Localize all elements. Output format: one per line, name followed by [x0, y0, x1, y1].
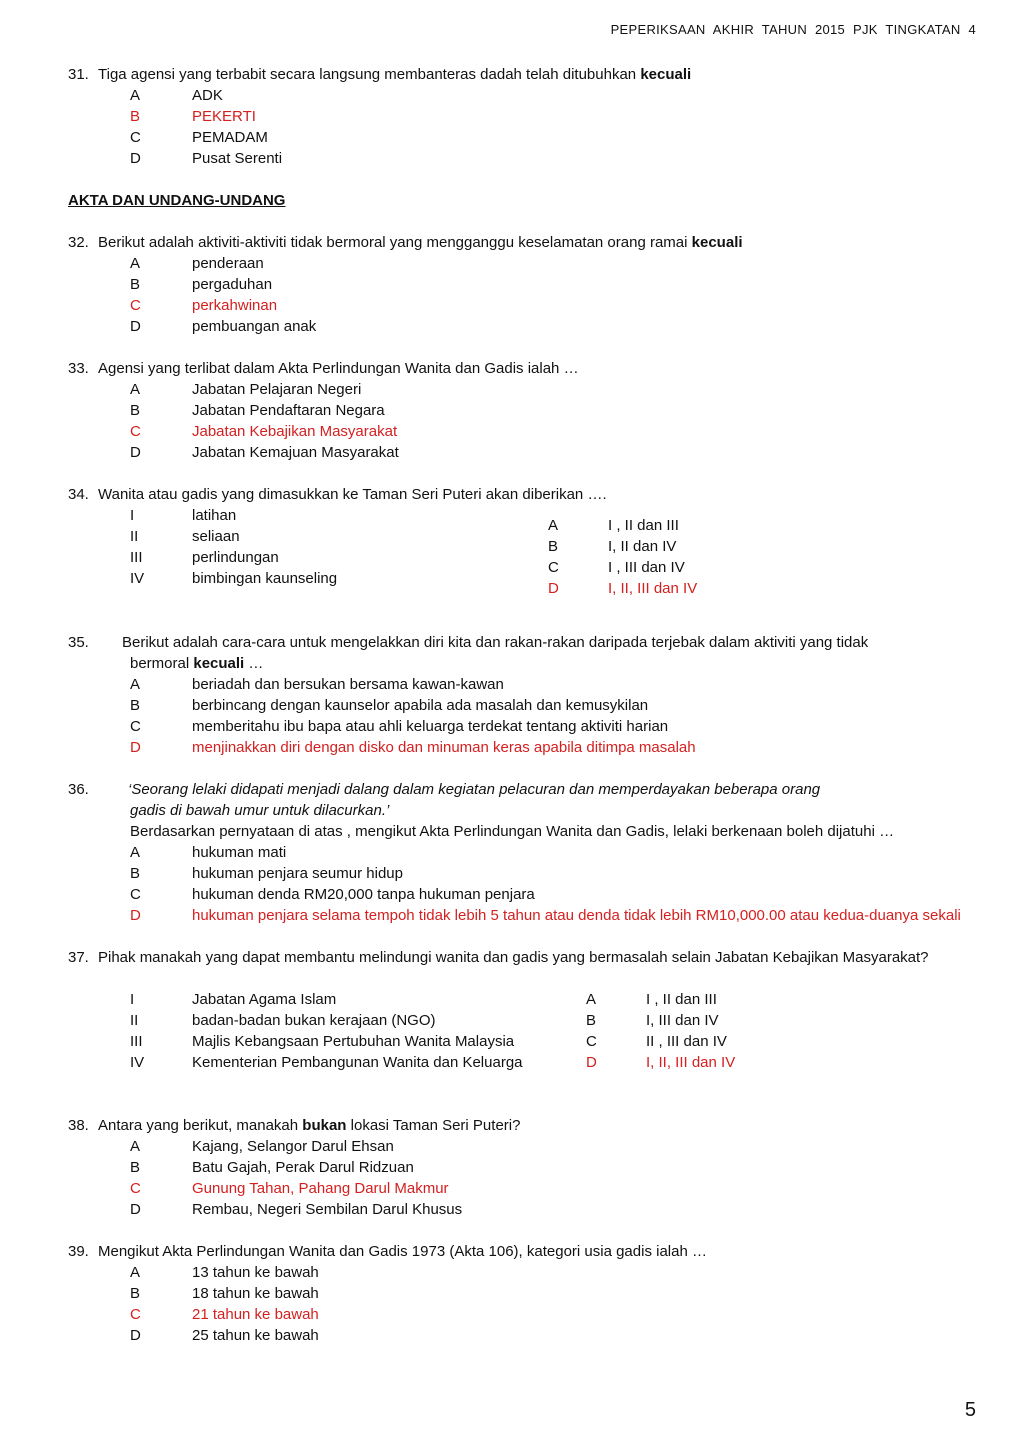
section-title: AKTA DAN UNDANG-UNDANG	[68, 192, 286, 209]
option-text: menjinakkan diri dengan disko dan minuman keras apabila ditimpa masalah	[192, 739, 696, 756]
option-text: hukuman mati	[192, 844, 287, 861]
choice-letter: D	[586, 1054, 597, 1071]
option-letter: C	[130, 297, 141, 314]
option-letter: A	[130, 676, 141, 693]
option-text: hukuman penjara selama tempoh tidak lebih 5 tahun atau denda tidak lebih RM10,000.00 atau kedua-duanya sekali	[192, 907, 961, 924]
question-text-part: Antara yang berikut, manakah	[98, 1117, 303, 1134]
roman-item-text: Kementerian Pembangunan Wanita dan Keluarga	[192, 1054, 523, 1071]
choice-text: I, II, III dan IV	[646, 1054, 736, 1071]
roman-numeral: I	[130, 991, 135, 1008]
question-33	[68, 358, 978, 463]
answer-choice	[586, 1010, 735, 1031]
option-letter: B	[130, 865, 141, 882]
choice-letter: A	[586, 991, 597, 1008]
question-31	[68, 64, 978, 169]
option-text: 13 tahun ke bawah	[192, 1264, 319, 1281]
question-text-part: bermoral	[130, 655, 194, 672]
answer-option	[130, 1157, 978, 1178]
option-letter: B	[130, 1285, 141, 1302]
two-column-block	[68, 505, 978, 599]
choice-letter: B	[586, 1012, 597, 1029]
answer-option	[130, 1136, 978, 1157]
answer-option	[130, 148, 978, 169]
roman-item-text: Majlis Kebangsaan Pertubuhan Wanita Malaysia	[192, 1033, 515, 1050]
option-text: 25 tahun ke bawah	[192, 1327, 319, 1344]
question-text: Berdasarkan pernyataan di atas , mengikut Akta Perlindungan Wanita dan Gadis, lelaki berkenaan boleh dijatuhi …	[130, 823, 895, 840]
roman-item	[130, 1031, 586, 1052]
answer-option	[130, 85, 978, 106]
option-letter: D	[130, 318, 141, 335]
roman-item	[130, 568, 548, 589]
choice-letter: C	[548, 559, 559, 576]
choice-letter: D	[548, 580, 559, 597]
option-list	[68, 85, 978, 169]
option-letter: C	[130, 1306, 141, 1323]
question-number: 39.	[68, 1243, 89, 1260]
option-letter: B	[130, 276, 141, 293]
option-text: Gunung Tahan, Pahang Darul Makmur	[192, 1180, 449, 1197]
two-column-block	[68, 989, 978, 1073]
answer-option	[130, 295, 978, 316]
answer-option	[130, 379, 978, 400]
answer-option	[130, 1178, 978, 1199]
answer-option	[130, 316, 978, 337]
answer-choice	[548, 557, 697, 578]
question-text-line1: Berikut adalah cara-cara untuk mengelakkan diri kita dan rakan-rakan daripada terjebak dalam aktiviti yang tidak	[122, 634, 869, 651]
answer-option	[130, 716, 978, 737]
quote-line2: gadis di bawah umur untuk dilacurkan.’	[130, 802, 390, 819]
roman-item	[130, 505, 548, 526]
answer-choice-list	[586, 989, 735, 1073]
roman-item-list	[68, 989, 586, 1073]
option-letter: B	[130, 1159, 141, 1176]
answer-option	[130, 863, 978, 884]
roman-item-text: badan-badan bukan kerajaan (NGO)	[192, 1012, 436, 1029]
roman-numeral: IV	[130, 1054, 145, 1071]
option-list	[68, 1262, 978, 1346]
answer-option	[130, 674, 978, 695]
option-letter: B	[130, 697, 141, 714]
roman-numeral: III	[130, 549, 143, 566]
option-letter: A	[130, 381, 141, 398]
answer-option	[130, 127, 978, 148]
option-text: pergaduhan	[192, 276, 273, 293]
page-number: 5	[964, 1399, 976, 1421]
option-text: Kajang, Selangor Darul Ehsan	[192, 1138, 394, 1155]
option-letter: D	[130, 444, 141, 461]
option-list	[68, 253, 978, 337]
option-letter: C	[130, 1180, 141, 1197]
choice-text: I , II dan III	[608, 517, 679, 534]
option-letter: B	[130, 402, 141, 419]
choice-letter: B	[548, 538, 559, 555]
question-keyword: kecuali	[691, 234, 743, 251]
answer-choice	[586, 1031, 735, 1052]
answer-choice	[548, 578, 697, 599]
option-letter: C	[130, 886, 141, 903]
question-text-line2	[130, 653, 978, 674]
option-letter: D	[130, 907, 141, 924]
answer-choice	[548, 536, 697, 557]
option-text: perkahwinan	[192, 297, 278, 314]
option-list	[68, 842, 978, 926]
question-number: 31.	[68, 66, 89, 83]
option-text: berbincang dengan kaunselor apabila ada masalah dan kemusykilan	[192, 697, 649, 714]
question-number: 38.	[68, 1117, 89, 1134]
roman-item	[130, 1010, 586, 1031]
option-text: Batu Gajah, Perak Darul Ridzuan	[192, 1159, 414, 1176]
question-number: 33.	[68, 360, 89, 377]
question-number: 37.	[68, 949, 89, 966]
exam-content	[68, 64, 978, 1346]
choice-text: I, II dan IV	[608, 538, 677, 555]
option-letter: A	[130, 1264, 141, 1281]
roman-numeral: IV	[130, 570, 145, 587]
choice-text: I , III dan IV	[608, 559, 685, 576]
roman-item-text: perlindungan	[192, 549, 279, 566]
answer-option	[130, 400, 978, 421]
answer-option	[130, 253, 978, 274]
question-text-part: …	[244, 655, 264, 672]
option-list	[68, 674, 978, 758]
question-37	[68, 947, 978, 1073]
option-letter: B	[130, 108, 141, 125]
answer-choice-list	[548, 505, 697, 599]
answer-option	[130, 106, 978, 127]
question-text-main: Tiga agensi yang terbabit secara langsung membanteras dadah telah ditubuhkan	[98, 66, 641, 83]
option-letter: C	[130, 129, 141, 146]
option-letter: C	[130, 718, 141, 735]
option-letter: C	[130, 423, 141, 440]
answer-option	[130, 442, 978, 463]
option-text: pembuangan anak	[192, 318, 317, 335]
answer-option	[130, 884, 978, 905]
roman-item-list	[68, 505, 548, 599]
question-text: Agensi yang terlibat dalam Akta Perlindungan Wanita dan Gadis ialah …	[98, 360, 579, 377]
question-text	[98, 64, 978, 85]
option-text: Jabatan Pelajaran Negeri	[192, 381, 362, 398]
page-header: PEPERIKSAAN AKHIR TAHUN 2015 PJK TINGKATAN 4	[610, 22, 976, 37]
option-letter: D	[130, 1201, 141, 1218]
question-text: Pihak manakah yang dapat membantu melindungi wanita dan gadis yang bermasalah selain Jabatan Kebajikan Masyarakat?	[98, 949, 929, 966]
question-keyword: bukan	[302, 1117, 347, 1134]
answer-option	[130, 905, 978, 926]
question-text	[98, 232, 978, 253]
answer-option	[130, 274, 978, 295]
question-36	[68, 779, 978, 926]
roman-numeral: III	[130, 1033, 143, 1050]
choice-letter: C	[586, 1033, 597, 1050]
choice-text: I, II, III dan IV	[608, 580, 698, 597]
option-text: Jabatan Kemajuan Masyarakat	[192, 444, 399, 461]
question-text	[98, 1115, 978, 1136]
option-text: ADK	[192, 87, 223, 104]
question-number: 34.	[68, 486, 89, 503]
roman-item-text: Jabatan Agama Islam	[192, 991, 337, 1008]
option-list	[68, 379, 978, 463]
option-text: beriadah dan bersukan bersama kawan-kawan	[192, 676, 504, 693]
roman-item	[130, 1052, 586, 1073]
option-text: memberitahu ibu bapa atau ahli keluarga terdekat tentang aktiviti harian	[192, 718, 669, 735]
question-keyword: kecuali	[640, 66, 692, 83]
answer-option	[130, 1304, 978, 1325]
option-text: 21 tahun ke bawah	[192, 1306, 319, 1323]
roman-item-text: seliaan	[192, 528, 240, 545]
roman-item	[130, 526, 548, 547]
answer-option	[130, 1325, 978, 1346]
choice-text: I , II dan III	[646, 991, 717, 1008]
answer-option	[130, 842, 978, 863]
question-text-main: Berikut adalah aktiviti-aktiviti tidak bermoral yang mengganggu keselamatan orang ramai	[98, 234, 692, 251]
option-text: Pusat Serenti	[192, 150, 283, 167]
option-text: penderaan	[192, 255, 264, 272]
roman-item-text: latihan	[192, 507, 237, 524]
question-number: 35.	[68, 634, 89, 651]
question-text-part: lokasi Taman Seri Puteri?	[346, 1117, 521, 1134]
answer-choice	[586, 989, 735, 1010]
option-letter: A	[130, 87, 141, 104]
choice-letter: A	[548, 517, 559, 534]
option-text: hukuman denda RM20,000 tanpa hukuman penjara	[192, 886, 535, 903]
option-letter: D	[130, 150, 141, 167]
option-letter: A	[130, 255, 141, 272]
answer-option	[130, 1199, 978, 1220]
answer-option	[130, 1283, 978, 1304]
option-letter: A	[130, 844, 141, 861]
question-32	[68, 232, 978, 337]
roman-item-text: bimbingan kaunseling	[192, 570, 338, 587]
answer-choice	[586, 1052, 735, 1073]
option-text: Jabatan Pendaftaran Negara	[192, 402, 385, 419]
option-letter: A	[130, 1138, 141, 1155]
answer-option	[130, 421, 978, 442]
roman-numeral: I	[130, 507, 135, 524]
roman-item	[130, 989, 586, 1010]
question-35	[68, 632, 978, 758]
option-text: Rembau, Negeri Sembilan Darul Khusus	[192, 1201, 463, 1218]
option-text: Jabatan Kebajikan Masyarakat	[192, 423, 398, 440]
question-keyword: kecuali	[193, 655, 245, 672]
question-number: 36.	[68, 781, 89, 798]
roman-numeral: II	[130, 1012, 139, 1029]
question-38	[68, 1115, 978, 1220]
question-text: Mengikut Akta Perlindungan Wanita dan Gadis 1973 (Akta 106), kategori usia gadis ialah …	[98, 1243, 707, 1260]
option-letter: D	[130, 739, 141, 756]
roman-numeral: II	[130, 528, 139, 545]
question-number: 32.	[68, 234, 89, 251]
answer-choice	[548, 515, 697, 536]
choice-text: I, III dan IV	[646, 1012, 719, 1029]
option-text: 18 tahun ke bawah	[192, 1285, 319, 1302]
roman-item	[130, 547, 548, 568]
question-34	[68, 484, 978, 599]
option-text: PEKERTI	[192, 108, 256, 125]
quote-line1: ‘Seorang lelaki didapati menjadi dalang dalam kegiatan pelacuran dan memperdayakan beberapa orang	[128, 781, 821, 798]
question-39	[68, 1241, 978, 1346]
question-text: Wanita atau gadis yang dimasukkan ke Taman Seri Puteri akan diberikan ….	[98, 486, 607, 503]
choice-text: II , III dan IV	[646, 1033, 727, 1050]
option-list	[68, 1136, 978, 1220]
option-letter: D	[130, 1327, 141, 1344]
answer-option	[130, 1262, 978, 1283]
answer-option	[130, 737, 978, 758]
option-text: hukuman penjara seumur hidup	[192, 865, 403, 882]
option-text: PEMADAM	[192, 129, 268, 146]
answer-option	[130, 695, 978, 716]
